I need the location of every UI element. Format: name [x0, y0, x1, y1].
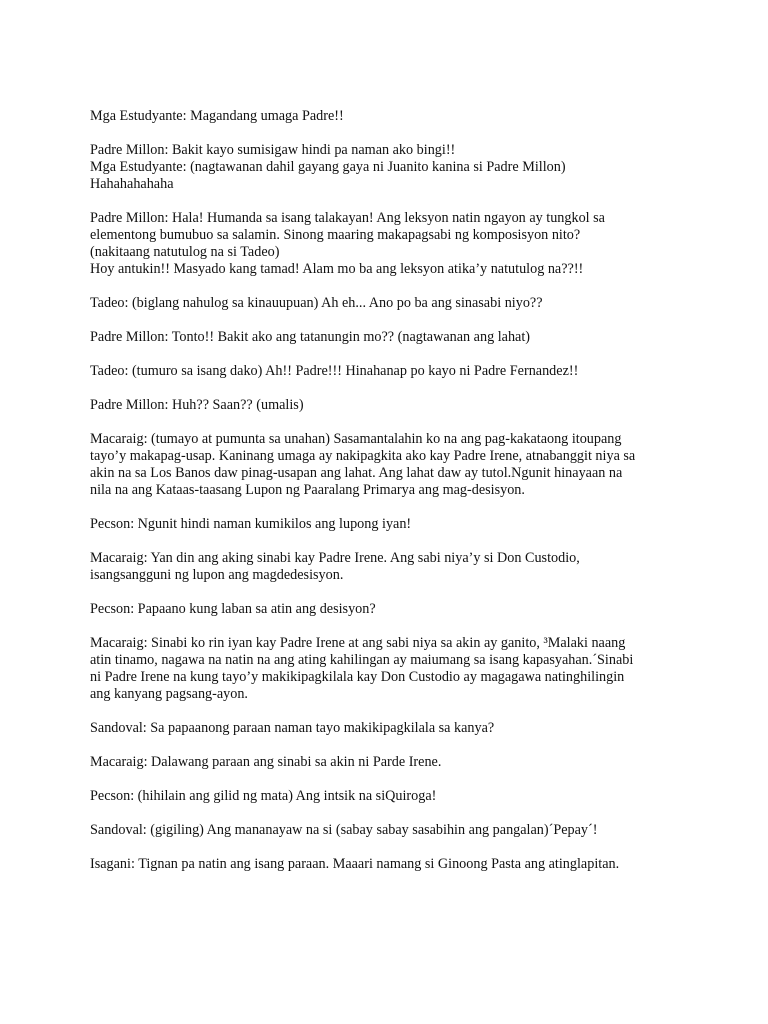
paragraph-tadeo-falls	[90, 295, 690, 312]
text-line: Pecson: (hihilain ang gilid ng mata) Ang intsik na siQuiroga!	[90, 788, 437, 804]
text-line: Sandoval: Sa papaanong paraan naman tayo makikipagkilala sa kanya?	[90, 720, 495, 736]
text-line: isangsangguni ng lupon ang magdedesisyon.	[90, 567, 344, 583]
text-line: Padre Millon: Tonto!! Bakit ako ang tatanungin mo?? (nagtawanan ang lahat)	[90, 329, 531, 345]
text-line: Mga Estudyante: (nagtawanan dahil gayang gaya ni Juanito kanina si Padre Millon)	[90, 159, 566, 175]
text-line: Macaraig: Sinabi ko rin iyan kay Padre Irene at ang sabi niya sa akin ay ganito, ³Malaki naang	[90, 635, 626, 651]
text-line: ang kanyang pagsang-ayon.	[90, 686, 248, 702]
paragraph-tadeo-points	[90, 363, 690, 380]
text-line: Pecson: Papaano kung laban sa atin ang desisyon?	[90, 601, 376, 617]
paragraph-macaraig-irene	[90, 635, 690, 703]
document-page	[90, 108, 690, 890]
text-line: nila na ang Kataas-taasang Lupon ng Paaralang Primarya ang mag-desisyon.	[90, 482, 525, 498]
text-line: Padre Millon: Bakit kayo sumisigaw hindi pa naman ako bingi!!	[90, 142, 456, 158]
paragraph-students-greeting	[90, 108, 690, 125]
text-line: ni Padre Irene na kung tayo’y makikipagkilala kay Don Custodio ay magagawa natinghilingin	[90, 669, 625, 685]
paragraph-macaraig-speech	[90, 431, 690, 499]
text-line: Padre Millon: Hala! Humanda sa isang talakayan! Ang leksyon natin ngayon ay tungkol sa	[90, 210, 605, 226]
paragraph-pecson-question	[90, 601, 690, 618]
paragraph-pecson-objection	[90, 516, 690, 533]
text-line: elementong bumubuo sa salamin. Sinong maaring makapagsabi ng komposisyon nito?	[90, 227, 581, 243]
text-line: (nakitaang natutulog na si Tadeo)	[90, 244, 280, 260]
paragraph-isagani-pasta	[90, 856, 690, 873]
text-line: atin tinamo, nagawa na natin na ang ating kahilingan ay maiumang sa isang kapasyahan.´Sinabi	[90, 652, 634, 668]
text-line: Tadeo: (tumuro sa isang dako) Ah!! Padre!!! Hinahanap po kayo ni Padre Fernandez!!	[90, 363, 579, 379]
paragraph-millon-tonto	[90, 329, 690, 346]
text-line: Sandoval: (gigiling) Ang mananayaw na si (sabay sabay sasabihin ang pangalan)´Pepay´!	[90, 822, 598, 838]
paragraph-macaraig-custodio	[90, 550, 690, 584]
text-line: Mga Estudyante: Magandang umaga Padre!!	[90, 108, 344, 124]
text-line: Tadeo: (biglang nahulog sa kinauupuan) Ah eh... Ano po ba ang sinasabi niyo??	[90, 295, 543, 311]
paragraph-millon-shout	[90, 142, 690, 159]
text-line: Hoy antukin!! Masyado kang tamad! Alam mo ba ang leksyon atika’y natutulog na??!!	[90, 261, 584, 277]
text-line: Padre Millon: Huh?? Saan?? (umalis)	[90, 397, 304, 413]
text-line: Macaraig: (tumayo at pumunta sa unahan) Sasamantalahin ko na ang pag-kakataong itoupang	[90, 431, 622, 447]
paragraph-pecson-quiroga	[90, 788, 690, 805]
text-line: Macaraig: Dalawang paraan ang sinabi sa akin ni Parde Irene.	[90, 754, 442, 770]
text-line: Pecson: Ngunit hindi naman kumikilos ang lupong iyan!	[90, 516, 412, 532]
paragraph-millon-lesson	[90, 210, 690, 278]
paragraph-sandoval-question	[90, 720, 690, 737]
text-line: Macaraig: Yan din ang aking sinabi kay Padre Irene. Ang sabi niya’y si Don Custodio,	[90, 550, 580, 566]
text-line: tayo’y makapag-usap. Kaninang umaga ay nakipagkita ako kay Padre Irene, atnabanggit niya sa	[90, 448, 636, 464]
paragraph-macaraig-two-ways	[90, 754, 690, 771]
text-line: akin na sa Los Banos daw pinag-usapan ang lahat. Ang lahat daw ay tutol.Ngunit hinayaan na	[90, 465, 623, 481]
text-line: Hahahahahaha	[90, 176, 174, 192]
paragraph-sandoval-pepay	[90, 822, 690, 839]
text-line: Isagani: Tignan pa natin ang isang paraan. Maaari namang si Ginoong Pasta ang atinglapitan.	[90, 856, 620, 872]
paragraph-students-laugh	[90, 159, 690, 193]
paragraph-millon-leaves	[90, 397, 690, 414]
